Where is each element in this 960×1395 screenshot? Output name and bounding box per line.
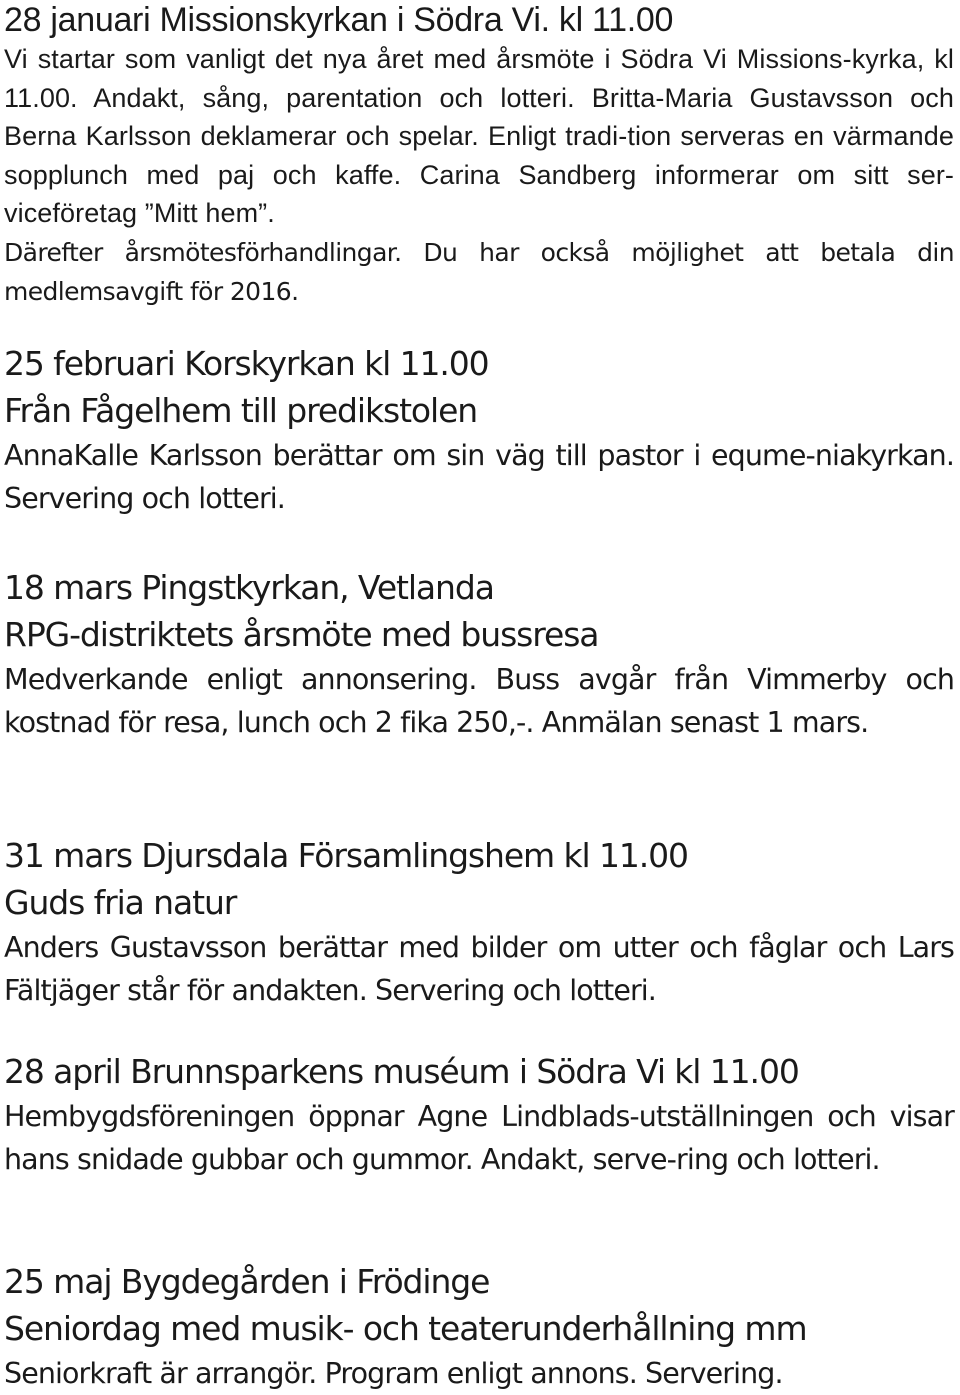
event-january bbox=[4, 0, 954, 312]
event-title: Guds fria natur bbox=[4, 883, 237, 922]
event-heading: 28 april Brunnsparkens muséum i Södra Vi kl 11.00 bbox=[4, 1052, 799, 1091]
event-may bbox=[4, 1258, 954, 1395]
event-description: Seniorkraft är arrangör. Program enligt annons. Servering. bbox=[4, 1357, 783, 1390]
event-heading: 31 mars Djursdala Församlingshem kl 11.00 bbox=[4, 836, 688, 875]
event-heading: 25 februari Korskyrkan kl 11.00 bbox=[4, 344, 489, 383]
event-title: RPG-distriktets årsmöte med bussresa bbox=[4, 615, 599, 654]
event-description: Medverkande enligt annonsering. Buss avgår från Vimmerby och kostnad för resa, lunch och 2 fika 250,-. Anmälan senast 1 mars. bbox=[4, 663, 954, 739]
event-heading: 28 januari Missionskyrkan i Södra Vi. kl 11.00 bbox=[4, 1, 674, 39]
event-description: AnnaKalle Karlsson berättar om sin väg till pastor i equme-niakyrkan. Servering och lotteri. bbox=[4, 439, 954, 515]
event-march-31 bbox=[4, 832, 954, 1012]
event-march-18 bbox=[4, 564, 954, 744]
event-february bbox=[4, 340, 954, 520]
event-description-main: Vi startar som vanligt det nya året med årsmöte i Södra Vi Missions-kyrka, kl 11.00. Andakt, sång, parentation och lotteri. Britta-Maria Gustavsson och Berna Karlsson deklamerar och spelar. Enligt tradi-tion serveras en värmande sopplunch med paj och kaffe. Carina Sandberg informerar om sitt ser-viceföretag ”Mitt hem”. bbox=[4, 44, 954, 228]
event-title: Från Fågelhem till predikstolen bbox=[4, 391, 478, 430]
event-title: Seniordag med musik- och teaterunderhållning mm bbox=[4, 1309, 807, 1348]
event-april bbox=[4, 1048, 954, 1181]
event-description: Hembygdsföreningen öppnar Agne Lindblads-utställningen och visar hans snidade gubbar och gummor. Andakt, serve-ring och lotteri. bbox=[4, 1100, 954, 1176]
event-description bbox=[4, 40, 954, 312]
event-description: Anders Gustavsson berättar med bilder om utter och fåglar och Lars Fältjäger står för andakten. Servering och lotteri. bbox=[4, 931, 954, 1007]
event-description-tail: Därefter årsmötesförhandlingar. Du har också möjlighet att betala din medlemsavgift för 2016. bbox=[4, 237, 954, 306]
event-heading: 18 mars Pingstkyrkan, Vetlanda bbox=[4, 568, 494, 607]
event-heading: 25 maj Bygdegården i Frödinge bbox=[4, 1262, 490, 1301]
